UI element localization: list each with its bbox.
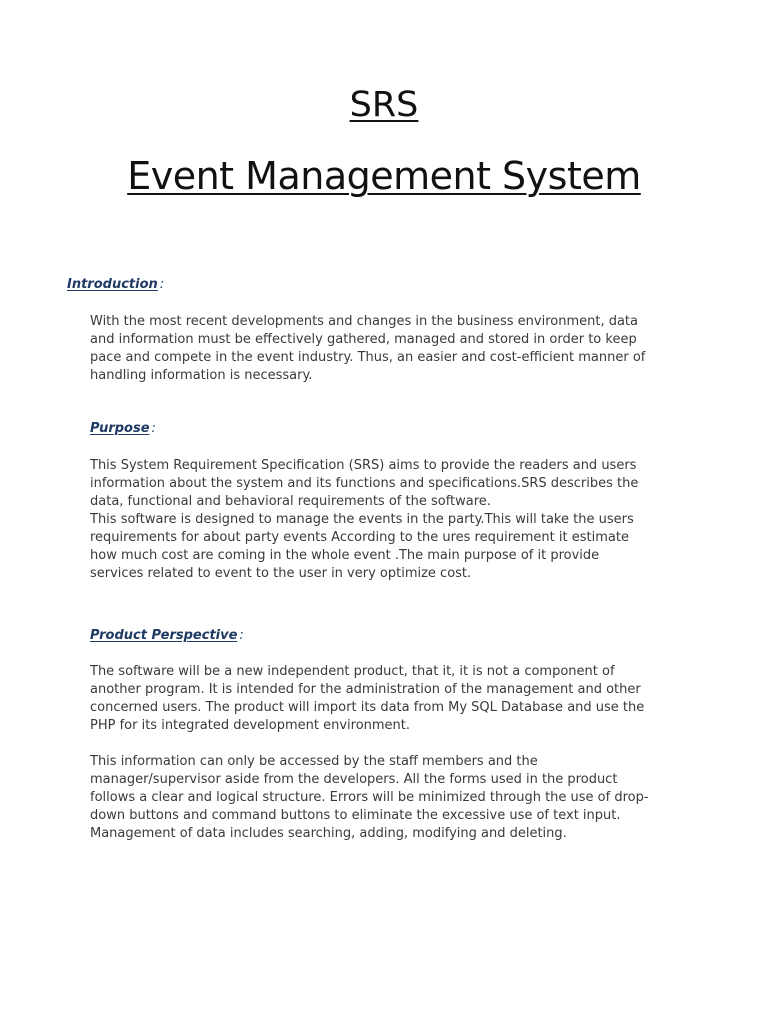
section-heading-text: Purpose [90, 421, 150, 436]
section-heading-text: Introduction [67, 277, 158, 292]
heading-colon: : [151, 421, 156, 436]
heading-colon: : [159, 277, 165, 292]
document-title: Event Management System [127, 154, 641, 198]
introduction-paragraph: With the most recent developments and changes in the business environment, data and information must be effectively gathered, managed and stored in order to keep pace and compete in the event industry. Thus, an easier and cost-efficient manner of handling information is necessary. [90, 314, 646, 383]
section-heading-purpose [90, 422, 156, 435]
section-heading-introduction [67, 278, 164, 291]
heading-colon: : [239, 628, 244, 643]
product-perspective-paragraph-2: This information can only be accessed by the staff members and the manager/supervisor aside from the developers. All the forms used in the product follows a clear and logical structure. Errors will be minimized through the use of drop- down buttons and command buttons to eliminate the excessive use of text input. Management of data includes searching, adding, modifying and deleting. [90, 754, 649, 841]
section-heading-product-perspective [90, 629, 244, 642]
section-heading-text: Product Perspective [90, 628, 238, 643]
document-title-srs: SRS [349, 85, 419, 125]
purpose-paragraph: This System Requirement Specification (SRS) aims to provide the readers and users information about the system and its functions and specifications.SRS describes the data, functional and behavioral requirements of the software. This software is designed to manage the events in the party.This will take the users requirements for about party events According to the ures requirement it estimate how much cost are coming in the whole event .The main purpose of it provide services related to event to the user in very optimize cost. [90, 458, 639, 581]
product-perspective-paragraph-1: The software will be a new independent product, that it, it is not a component of another program. It is intended for the administration of the management and other concerned users. The product will import its data from My SQL Database and use the PHP for its integrated development environment. [90, 664, 645, 733]
